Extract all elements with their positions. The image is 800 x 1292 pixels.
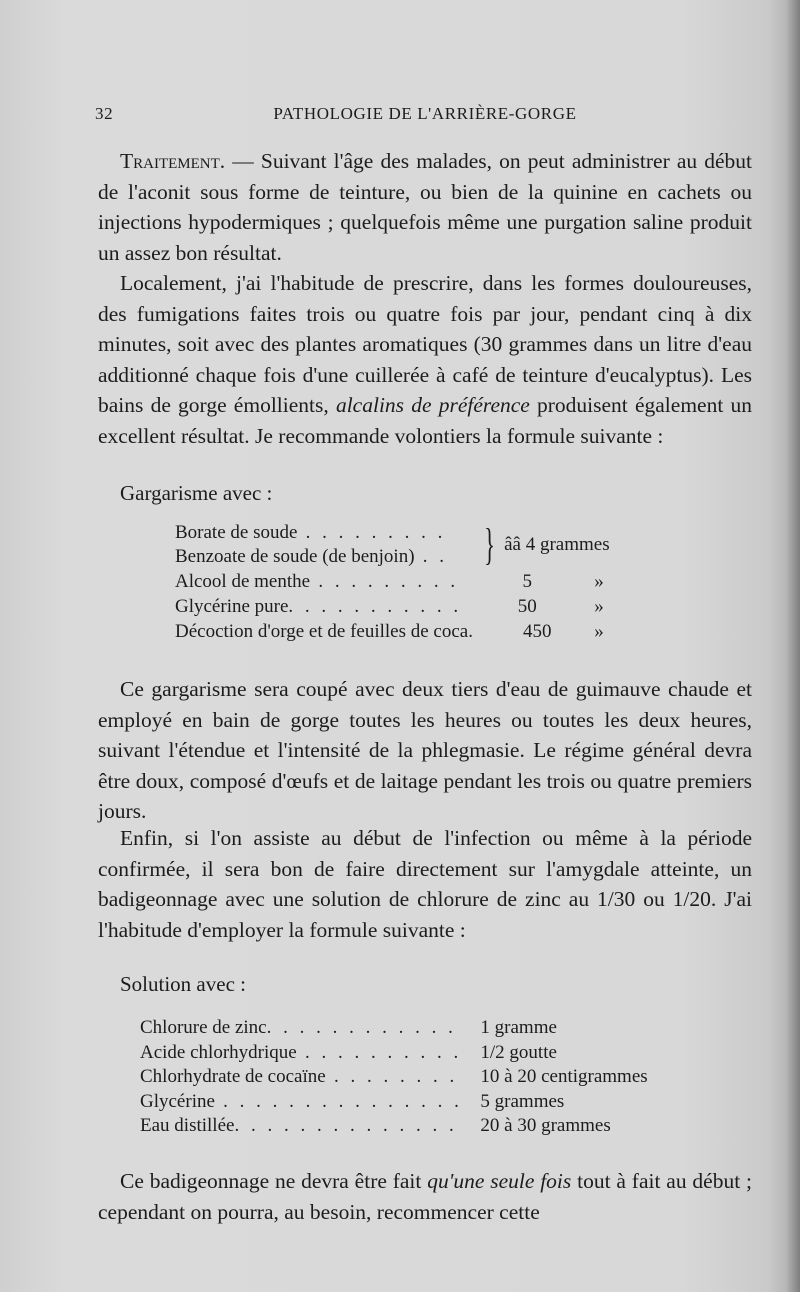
recipe-row <box>175 594 610 619</box>
paragraph-text: Ce badigeonnage ne devra être fait <box>120 1169 428 1193</box>
ingredient-dose: 1 gramme <box>480 1017 557 1039</box>
leader-dots: . . . . . . . . . . . <box>288 595 462 617</box>
recipe-row <box>175 569 610 594</box>
recipe-row <box>175 619 610 644</box>
ingredient-name: Borate de soude <box>175 522 298 543</box>
recipe-row <box>140 1090 648 1115</box>
recipe-row <box>140 1041 648 1066</box>
ingredient-dose: 5 grammes <box>480 1090 565 1112</box>
ingredient-amount: 450 <box>522 620 552 642</box>
treatment-paragraph <box>98 146 752 268</box>
italic-phrase: alcalins de préférence <box>335 393 530 418</box>
running-header <box>95 104 755 134</box>
page-edge-shadow <box>786 0 800 1292</box>
ingredient-name: Benzoate de soude (de benjoin) <box>175 546 415 567</box>
badigeonnage-paragraph: Enfin, si l'on assiste au début de l'infection ou même à la période confirmée, il sera bon de faire directement sur l'amygdale atteinte, un badigeonnage avec une solution de chlorure de zinc au 1/30 ou 1/20. J'ai l'habitude d'employer la formule suivante : <box>98 826 752 942</box>
italic-phrase: qu'une seule fois <box>427 1169 572 1193</box>
ingredient-name: Décoction d'orge et de feuilles de coca. <box>175 620 473 642</box>
gargarisme-recipe <box>175 521 610 644</box>
leader-dots: . . . . . . . . . <box>297 522 446 543</box>
leader-dots: . . . . . . . . . <box>310 570 459 592</box>
solution-recipe <box>140 1016 648 1139</box>
ingredient-name: Chlorhydrate de cocaïne <box>140 1066 326 1088</box>
ingredient-name: Chlorure de zinc <box>140 1017 267 1039</box>
leader-dots: . . . . . . . . <box>325 1066 458 1088</box>
ingredient-amount: 5 <box>522 570 532 592</box>
treatment-text: — Suivant l'âge des malades, on peut administrer au début de l'aconit sous forme de teinture, ou bien de la quinine en cachets ou injections hypodermiques ; quelquefois même une purgation saline produit un assez bon résultat. <box>98 149 752 265</box>
leader-dots: . . . . . . . . . . . . . . . <box>214 1090 463 1112</box>
brace-icon: } <box>484 520 495 569</box>
ingredient-name: Glycérine pure <box>175 595 289 617</box>
ditto-mark: » <box>594 570 604 592</box>
gargarisme-title: Gargarisme avec : <box>120 481 273 505</box>
local-treatment-paragraph <box>98 268 752 452</box>
leader-dots: . . . . . . . . . . <box>296 1041 462 1063</box>
closing-paragraph <box>98 1166 752 1227</box>
treatment-heading: Traitement. <box>120 149 226 173</box>
leader-dots: . . . . . . . . . . . . . . <box>234 1115 458 1137</box>
leader-dots: . . <box>414 546 448 567</box>
ingredient-name: Acide chlorhydrique <box>140 1041 297 1063</box>
recipe-row <box>175 521 610 545</box>
ingredient-dose: 1/2 goutte <box>480 1041 557 1063</box>
recipe-row <box>140 1114 648 1139</box>
ingredient-dose: 20 à 30 grammes <box>480 1115 611 1137</box>
paragraph-text: produisent également un excellent résultat. Je recommande volontiers la formule suivante : <box>98 393 753 448</box>
ditto-mark: » <box>594 595 604 617</box>
ingredient-name: Glycérine <box>140 1090 215 1112</box>
solution-title: Solution avec : <box>120 972 246 996</box>
paragraph-text: tout à fait au début ; cependant on pourra, au besoin, recommencer cette <box>98 1169 752 1224</box>
shared-dose: ââ 4 grammes <box>504 534 610 555</box>
page-number: 32 <box>95 104 114 123</box>
running-title: PATHOLOGIE DE L'ARRIÈRE-GORGE <box>273 104 577 123</box>
recipe-row <box>140 1016 648 1041</box>
recipe-row <box>140 1065 648 1090</box>
ingredient-name: Eau distillée <box>140 1115 235 1137</box>
ingredient-amount: 50 <box>517 595 537 617</box>
dilution-paragraph: Ce gargarisme sera coupé avec deux tiers d'eau de guimauve chaude et employé en bain de gorge toutes les heures ou toutes les deux heures, suivant l'étendue et l'intensité de la phlegmasie. Le régime général devra être doux, composé d'œufs et de laitage pendant les trois ou quatre premiers jours. <box>98 677 752 824</box>
leader-dots: . . . . . . . . . . . . <box>266 1017 457 1039</box>
ingredient-name: Alcool de menthe <box>175 570 311 592</box>
paragraph-text: Localement, j'ai l'habitude de prescrire, dans les formes douloureuses, des fumigations faites trois ou quatre fois par jour, pendant cinq à dix minutes, soit avec des plantes aromatiques (30 grammes dans un litre d'eau additionné chaque fois d'une cuillerée à café de teinture d'eucalyptus). Les bains de gorge émollients, <box>98 271 752 418</box>
ingredient-dose: 10 à 20 centigrammes <box>480 1066 648 1088</box>
ditto-mark: » <box>594 620 604 642</box>
